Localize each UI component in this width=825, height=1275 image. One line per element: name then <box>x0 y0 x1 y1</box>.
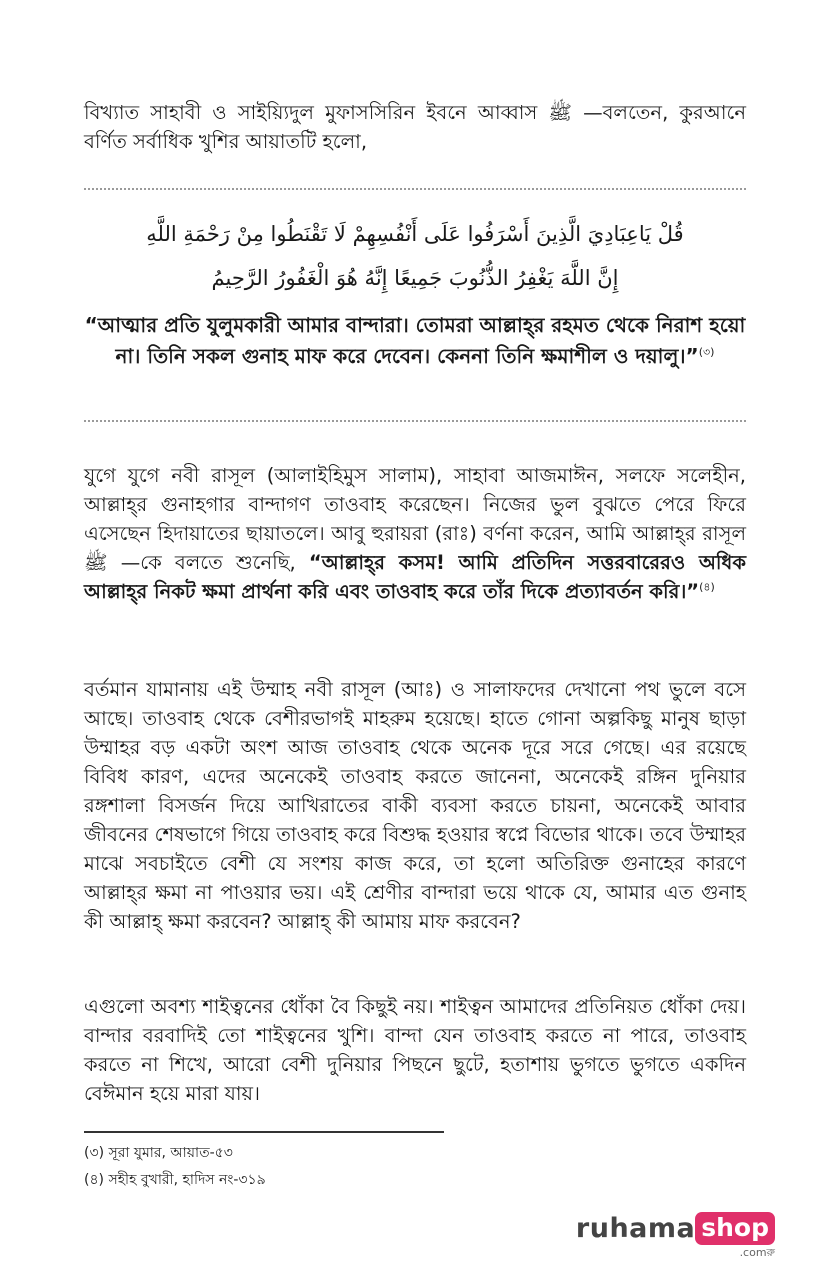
quran-quote-box <box>84 188 746 422</box>
arabic-verse-line-1: قُلْ يَاعِبَادِيَ الَّذِينَ أَسْرَفُوا عَلَى أَنْفُسِهِمْ لَا تَقْنَطُوا مِنْ رَحْمَةِ اللَّهِ <box>146 222 684 246</box>
footnote-3: (৩) সূরা যুমার, আয়াত-৫৩ <box>84 1145 233 1161</box>
paragraph-current-era: বর্তমান যামানায় এই উম্মাহ নবী রাসূল (আঃ) ও সালাফদের দেখানো পথ ভুলে বসে আছে। তাওবাহ থেকে বেশীরভাগই মাহরুম হয়েছে। হাতে গোনা অল্পকিছু মানুষ ছাড়া উম্মাহর বড় একটা অংশ আজ তাওবাহ থেকে অনেক দূরে সরে গেছে। এর রয়েছে বিবিধ কারণ, এদের অনেকেই তাওবাহ করতে জানেনা, অনেকেই রঙ্গিন দুনিয়ার রঙ্গশালা বিসর্জন দিয়ে আখিরাতের বাকী ব্যবসা করতে চায়না, অনেকেই আবার জীবনের শেষভাগে গিয়ে তাওবাহ করে বিশুদ্ধ হওয়ার স্বপ্নে বিভোর থাকে। তবে উম্মাহর মাঝে সবচাইতে বেশী যে সংশয় কাজ করে, তা হলো অতিরিক্ত গুনাহের কারণে আল্লাহ্‌র ক্ষমা না পাওয়ার ভয়। এই শ্রেণীর বান্দারা ভয়ে থাকে যে, আমার এত গুনাহ কী আল্লাহ্‌ ক্ষমা করবেন? আল্লাহ্‌ কী আমায় মাফ করবেন? <box>84 678 746 933</box>
logo-text-shop: shop <box>695 1212 775 1245</box>
arabic-verse <box>84 212 746 300</box>
footnote-ref-3: (৩) <box>698 345 715 359</box>
logo-text-domain: .comরু <box>739 1246 775 1259</box>
paragraph-intro: বিখ্যাত সাহাবী ও সাইয়্যিদুল মুফাসসিরিন ইবনে আব্বাস ﷺ —বলতেন, কুরআনে বর্ণিত সর্বাধিক খুশির আয়াতটি হলো, <box>84 101 746 153</box>
verse-translation <box>84 310 746 372</box>
paragraph-shaytan: এগুলো অবশ্য শাইত্বনের ধোঁকা বৈ কিছুই নয়। শাইত্বন আমাদের প্রতিনিয়ত ধোঁকা দেয়। বান্দার বরবাদিই তো শাইত্বনের খুশি। বান্দা যেন তাওবাহ করতে না পারে, তাওবাহ করতে না শিখে, আরো বেশী দুনিয়ার পিছনে ছুটে, হতাশায় ভুগতে ভুগতে একদিন বেঈমান হয়ে মারা যায়। <box>84 995 746 1105</box>
paragraph-hadith <box>84 461 746 606</box>
footnote-4: (৪) সহীহ বুখারী, হাদিস নং-৩১৯ <box>84 1172 266 1188</box>
logo-shop-block <box>695 1212 775 1260</box>
footnotes <box>84 1140 746 1194</box>
logo-text-ruhama: ruhama <box>575 1213 696 1244</box>
paragraph-hadith-text: যুগে যুগে নবী রাসূল (আলাইহিমুস সালাম), সাহাবা আজমাঈন, সলফে সলেহীন, আল্লাহ্‌র গুনাহগার বান্দাগণ তাওবাহ করেছেন। নিজের ভুল বুঝতে পেরে ফিরে এসেছেন হিদায়াতের ছায়াতলে। আবু হুরায়রা (রাঃ) বর্ণনা করেন, আমি আল্লাহ্‌র রাসূল ﷺ —কে বলতে শুনেছি, <box>84 464 746 574</box>
verse-translation-text: “আত্মার প্রতি যুলুমকারী আমার বান্দারা। তোমরা আল্লাহ্‌র রহমত থেকে নিরাশ হয়ো না। তিনি সকল গুনাহ মাফ করে দেবেন। কেননা তিনি ক্ষমাশীল ও দয়ালু।” <box>84 313 746 368</box>
arabic-verse-line-2: إِنَّ اللَّهَ يَغْفِرُ الذُّنُوبَ جَمِيعًا إِنَّهُ هُوَ الْغَفُورُ الرَّحِيمُ <box>211 266 619 290</box>
ruhamashop-logo <box>576 1212 775 1262</box>
footnote-ref-4: (৪) <box>699 580 715 594</box>
footnote-divider <box>84 1131 444 1133</box>
hadith-quote: “আল্লাহ্‌র কসম! আমি প্রতিদিন সত্তরবারেরও অধিক আল্লাহ্‌র নিকট ক্ষমা প্রার্থনা করি এবং তাওবাহ করে তাঁর দিকে প্রত্যাবর্তন করি।” <box>84 551 746 603</box>
